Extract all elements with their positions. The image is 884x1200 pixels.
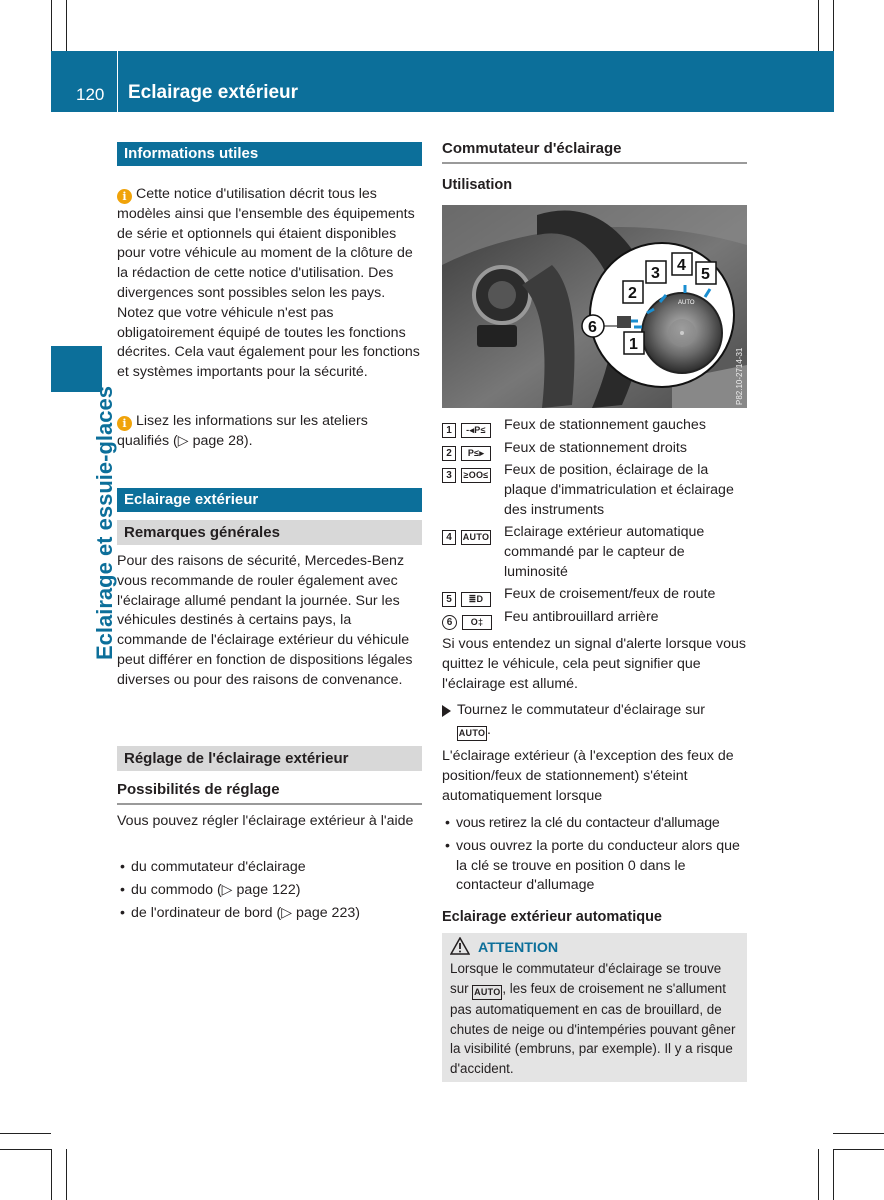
general-remarks-band xyxy=(117,520,422,545)
legend-text: Feu antibrouillard arrière xyxy=(504,609,659,625)
legend-key: 4 xyxy=(442,530,456,545)
legend-row-6 xyxy=(442,608,748,628)
crop-mark xyxy=(66,1149,67,1200)
general-remarks-text: Pour des raisons de sécurité, Mercedes-Benz vous recommande de rouler également avec l'éclairage allumé pendant la journée. Sur les véhicules destinés à certains pays, la commande de l'éclairage extérieur du véhicule peut différer en fonction de dispositions légales diverses ou pour des raisons de convenance. xyxy=(117,553,413,688)
info-note-2-text: Lisez les informations sur les ateliers qualifiés (▷ page 28). xyxy=(117,413,368,449)
legend-text: Feux de position, éclairage de la plaque d'immatriculation et éclairage des instruments xyxy=(504,462,734,518)
crop-mark xyxy=(51,1149,52,1200)
svg-text:AUTO: AUTO xyxy=(678,300,695,306)
dashboard-photo xyxy=(442,205,747,408)
exterior-lighting-band xyxy=(117,488,422,512)
auto-light-icon: AUTO xyxy=(457,726,487,741)
crop-mark xyxy=(833,0,834,51)
auto-light-icon: AUTO xyxy=(472,985,502,1000)
possibilities-text: Vous pouvez régler l'éclairage extérieur à l'aide xyxy=(117,813,414,829)
callout-5: 5 xyxy=(701,266,710,283)
callout-6: 6 xyxy=(588,319,597,336)
light-switch-illustration xyxy=(442,205,747,408)
image-reference: P82.10-2714-31 xyxy=(735,347,744,405)
legend-key: 2 xyxy=(442,446,456,461)
setting-band xyxy=(117,746,422,771)
crop-mark xyxy=(818,0,819,51)
warning-box xyxy=(442,933,747,1082)
rear-fog-light-icon: O‡ xyxy=(462,615,492,630)
list-item: • du commodo (▷ page 122) xyxy=(117,881,422,901)
callout-1: 1 xyxy=(629,336,638,353)
warning-text-part: Lorsque le commutateur d'éclairage se trouve sur xyxy=(450,961,722,996)
legend-key: 6 xyxy=(442,615,457,630)
info-section-band xyxy=(117,142,422,166)
info-note-1 xyxy=(117,185,422,383)
header-separator xyxy=(117,51,118,112)
general-remarks-title: Remarques générales xyxy=(124,524,280,541)
crop-mark xyxy=(818,1149,819,1200)
warning-title: ATTENTION xyxy=(478,940,559,956)
parking-light-right-icon: P≤▸ xyxy=(461,446,491,461)
instruction-end: . xyxy=(487,721,491,738)
list-item: • du commutateur d'éclairage xyxy=(117,858,422,878)
warning-text xyxy=(450,959,739,1079)
page-number: 120 xyxy=(76,85,105,104)
callout-2: 2 xyxy=(628,285,637,302)
legend-row-1 xyxy=(442,416,748,436)
warning-icon xyxy=(450,937,470,955)
crop-mark xyxy=(0,1133,51,1134)
crop-mark xyxy=(833,1149,834,1200)
auto-off-list xyxy=(442,814,747,899)
callout-4: 4 xyxy=(677,257,686,274)
setting-title: Réglage de l'éclairage extérieur xyxy=(124,750,349,767)
auto-light-icon: AUTO xyxy=(461,530,491,545)
warning-header xyxy=(450,937,739,959)
possibilities-list xyxy=(117,858,422,926)
legend-row-5 xyxy=(442,585,748,605)
info-icon: i xyxy=(117,416,132,431)
auto-lighting-heading: Eclairage extérieur automatique xyxy=(442,909,662,925)
parking-light-left-icon: -◂P≤ xyxy=(461,423,491,438)
auto-off-text: L'éclairage extérieur (à l'exception des feux de position/feux de stationnement) s'éteint automatiquement lorsque xyxy=(442,748,734,804)
instruction-step xyxy=(442,701,747,741)
crop-mark xyxy=(833,1133,884,1134)
legend-row-4 xyxy=(442,523,748,582)
legend-text: Feux de stationnement gauches xyxy=(504,417,706,433)
switch-heading: Commutateur d'éclairage xyxy=(442,140,747,164)
legend-key: 5 xyxy=(442,592,456,607)
side-tab-label: Eclairage et essuie-glaces xyxy=(92,386,117,660)
crop-mark xyxy=(66,0,67,51)
list-item: • vous ouvrez la porte du conducteur alors que la clé se trouve en position 0 dans le contacteur d'allumage xyxy=(442,837,747,896)
callout-3: 3 xyxy=(651,265,660,282)
crop-mark xyxy=(833,1149,884,1150)
crop-mark xyxy=(0,1149,51,1150)
legend-text: Eclairage extérieur automatique commandé par le capteur de luminosité xyxy=(504,524,705,580)
legend-text: Feux de croisement/feux de route xyxy=(504,586,716,602)
info-note-2 xyxy=(117,412,422,452)
possibilities-heading: Possibilités de réglage xyxy=(117,781,422,805)
usage-heading: Utilisation xyxy=(442,177,513,193)
alert-text: Si vous entendez un signal d'alerte lorsque vous quittez le véhicule, cela peut signifier que l'éclairage est allumé. xyxy=(442,636,746,692)
info-icon: i xyxy=(117,189,132,204)
list-item: • vous retirez la clé du contacteur d'allumage xyxy=(442,814,747,834)
side-light-icon: ≥OO≤ xyxy=(461,468,491,483)
instruction-text: Tournez le commutateur d'éclairage sur xyxy=(457,702,705,718)
legend-key: 3 xyxy=(442,468,456,483)
arrow-bullet-icon xyxy=(442,705,451,717)
crop-mark xyxy=(51,0,52,51)
info-note-1-text: Cette notice d'utilisation décrit tous les modèles ainsi que l'ensemble des équipements de série et optionnels qui étaient disponibles pour votre véhicule au moment de la clôture de la rédaction de cette notice d'utilisation. Des divergences sont possibles selon les pays. Notez que votre véhicule n'est pas obligatoirement équipé de toutes les fonctions décrites. Cela vaut également pour les fonctions et systèmes importants pour la sécurité. xyxy=(117,186,420,381)
list-item: • de l'ordinateur de bord (▷ page 223) xyxy=(117,904,422,924)
chapter-title: Eclairage extérieur xyxy=(128,82,299,103)
low-beam-icon: ≣D xyxy=(461,592,491,607)
warning-text-part: , les feux de croisement ne s'allument pas automatiquement en cas de brouillard, de chutes de neige ou d'intempéries pouvant gêner la visibilité (embruns, par exemple). Il y a risque d'accident. xyxy=(450,980,736,1077)
info-section-title: Informations utiles xyxy=(124,145,259,162)
exterior-lighting-title: Eclairage extérieur xyxy=(124,491,259,508)
legend-row-3 xyxy=(442,461,748,520)
legend-text: Feux de stationnement droits xyxy=(504,440,687,456)
legend-row-2 xyxy=(442,439,748,459)
legend-key: 1 xyxy=(442,423,456,438)
